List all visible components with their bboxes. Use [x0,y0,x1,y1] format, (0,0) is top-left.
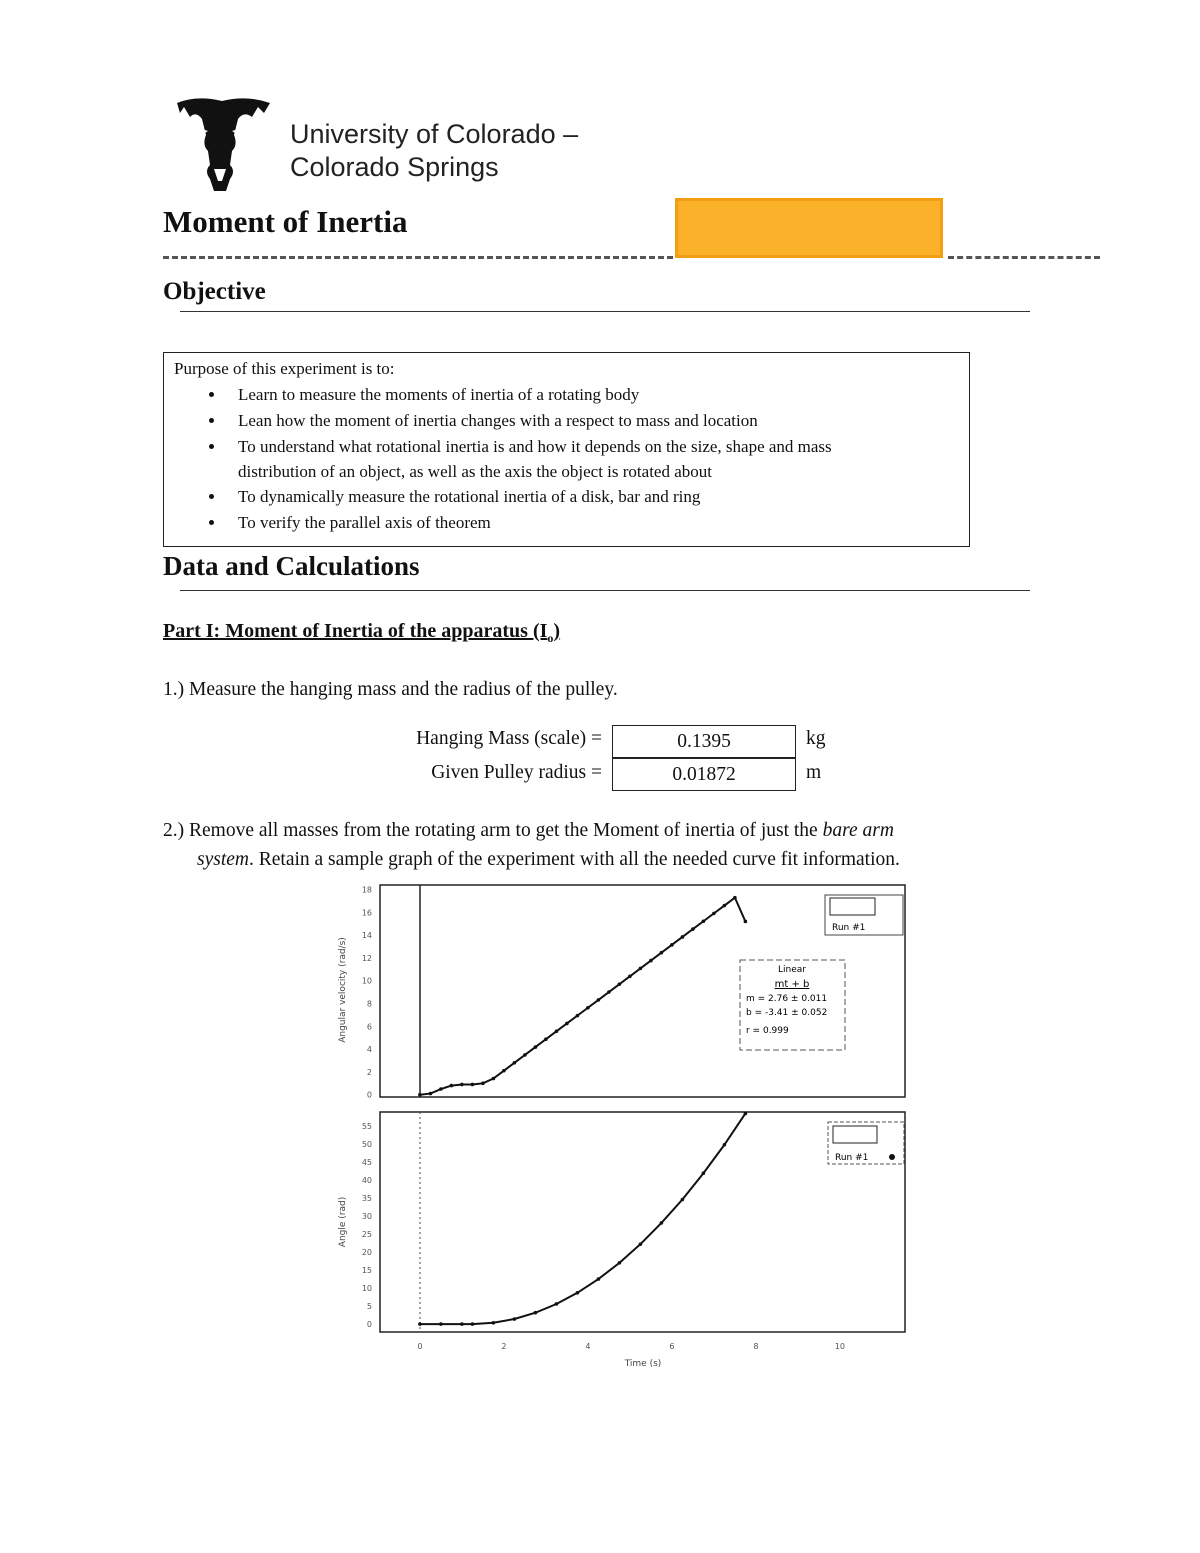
legend-label: Run #1 [832,923,866,933]
y-tick-label: 6 [366,1022,372,1032]
pulley-radius-value: 0.01872 [612,758,796,791]
data-point [744,1112,748,1116]
data-point [534,1045,538,1049]
data-point [639,967,643,971]
data-point [544,1037,548,1041]
data-point [576,1291,580,1295]
y-tick-label: 16 [361,908,372,918]
data-point [555,1302,559,1306]
angle-chart [338,1112,905,1369]
data-point [576,1014,580,1018]
objective-heading: Objective [163,278,266,305]
linear-fit-box [740,960,845,1050]
fit-equation: mt + b [774,979,810,990]
legend[interactable] [828,1122,904,1164]
data-point [555,1030,559,1034]
step1-text: 1.) Measure the hanging mass and the radius of the pulley. [163,679,618,700]
y-axis-label: Angular velocity (rad/s) [338,937,348,1043]
list-item: • To verify the parallel axis of theorem [226,510,969,536]
y-tick-label: 0 [366,1320,372,1330]
y-tick-label: 20 [361,1248,372,1258]
data-point [702,919,706,923]
y-tick-label: 0 [366,1090,372,1100]
data-point [439,1322,443,1326]
y-tick-label: 2 [366,1067,372,1077]
step2-emphasis: bare arm [822,820,894,841]
page-title: Moment of Inertia [163,204,408,239]
data-point [534,1311,538,1315]
data-point [618,982,622,986]
angular-velocity-chart [338,885,905,1100]
step2-emphasis-2: system [197,849,249,870]
data-point [460,1322,464,1326]
y-tick-label: 8 [366,999,372,1009]
x-tick-label: 8 [753,1342,759,1351]
list-item: • To understand what rotational inertia is and how it depends on the size, shape and mass distribution of an object, as well as the axis the object is rotated about [226,434,908,484]
y-tick-label: 35 [361,1194,372,1204]
y-tick-label: 10 [361,1284,372,1294]
legend-label: Run #1 [835,1153,869,1163]
fit-title: Linear [778,965,806,975]
y-tick-label: 4 [366,1045,372,1055]
x-tick-label: 6 [669,1342,675,1351]
list-item: • Learn to measure the moments of inertia of a rotating body [226,382,969,408]
data-point [586,1006,590,1010]
data-point [628,974,632,978]
data-point [513,1317,517,1321]
data-point [597,998,601,1002]
data-point [649,959,653,963]
university-name-line2: Colorado Springs [290,152,499,182]
fit-slope: m = 2.76 ± 0.011 [746,994,828,1004]
list-item: • To dynamically measure the rotational inertia of a disk, bar and ring [226,484,969,510]
data-point [502,1069,506,1073]
data-line [420,1113,746,1324]
hanging-mass-unit: kg [806,728,826,749]
data-point [471,1083,475,1087]
data-point [702,1171,706,1175]
data-point [429,1092,433,1096]
data-point [597,1277,601,1281]
y-axis-label: Angle (rad) [338,1196,348,1248]
data-point [607,990,611,994]
part1-close: ) [553,620,561,642]
data-point [670,943,674,947]
data-point [723,904,727,908]
hanging-mass-label: Hanging Mass (scale) = [416,728,602,749]
data-point [460,1083,464,1087]
data-point [639,1242,643,1246]
data-point [744,920,748,924]
x-tick-label: 2 [501,1342,507,1351]
data-point [513,1061,517,1065]
list-item: • Lean how the moment of inertia changes with a respect to mass and location [226,408,969,434]
data-point [618,1261,622,1265]
y-tick-label: 12 [361,953,372,963]
legend[interactable] [825,895,903,935]
y-tick-label: 25 [361,1230,372,1240]
data-point [418,1322,422,1326]
data-point [723,1143,727,1147]
pulley-radius-label: Given Pulley radius = [431,762,602,783]
y-tick-label: 5 [366,1302,372,1312]
part1-title-text: Part I: Moment of Inertia of the apparatus (I [163,620,548,642]
y-tick-label: 15 [361,1266,372,1276]
part1-subscript: o [547,631,554,645]
y-tick-label: 10 [361,976,372,986]
data-point [481,1082,485,1086]
data-point [660,1221,664,1225]
y-tick-label: 45 [361,1158,372,1168]
pulley-radius-unit: m [806,762,822,783]
data-point [681,1198,685,1202]
y-tick-label: 40 [361,1176,372,1186]
data-point [691,927,695,931]
step2-text-c: . Retain a sample graph of the experiment with all the needed curve fit information. [249,849,900,870]
data-point [492,1077,496,1081]
fit-intercept: b = -3.41 ± 0.052 [746,1008,828,1018]
x-tick-label: 10 [834,1342,845,1351]
data-line [420,898,746,1095]
x-tick-label: 4 [585,1342,591,1351]
plot-frame [380,1112,905,1332]
data-point [733,896,737,900]
y-tick-label: 18 [361,885,372,895]
data-point [418,1093,422,1097]
y-tick-label: 50 [361,1140,372,1150]
data-point [450,1084,454,1088]
data-calculations-heading: Data and Calculations [163,551,420,581]
data-point [660,951,664,955]
step2-text-a: 2.) Remove all masses from the rotating arm to get the Moment of inertia of just the [163,820,823,841]
hanging-mass-value: 0.1395 [612,725,796,758]
y-tick-label: 14 [361,931,372,941]
legend-marker [889,1154,895,1160]
data-point [523,1053,527,1057]
data-point [681,935,685,939]
x-axis-label: Time (s) [624,1359,662,1369]
data-point [492,1321,496,1325]
data-point [712,912,716,916]
fit-correlation: r = 0.999 [746,1026,789,1036]
data-point [471,1322,475,1326]
data-point [439,1087,443,1091]
y-tick-label: 30 [361,1212,372,1222]
data-point [565,1022,569,1026]
university-name-line1: University of Colorado – [290,119,579,149]
x-tick-label: 0 [417,1342,423,1351]
objective-intro: Purpose of this experiment is to: [174,359,395,378]
y-tick-label: 55 [361,1122,372,1132]
